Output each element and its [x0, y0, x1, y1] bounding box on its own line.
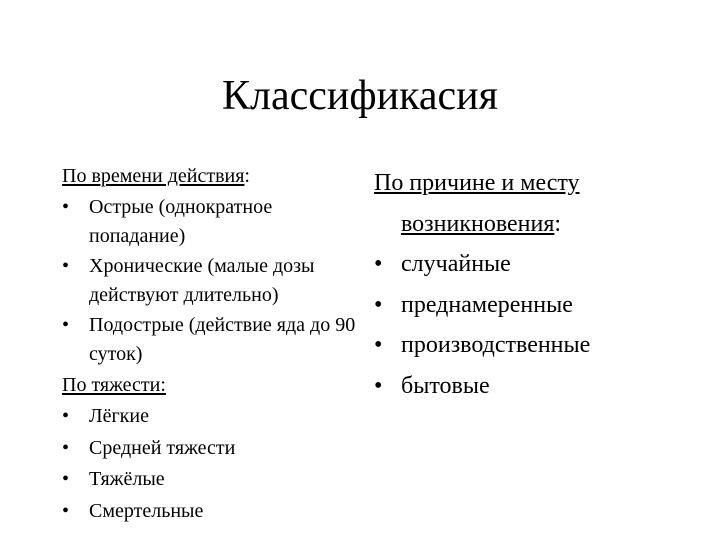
list-item — [374, 285, 674, 326]
list-item-text: преднамеренные — [401, 291, 573, 318]
bullet-icon: • — [374, 332, 383, 358]
bullet-icon: • — [62, 436, 70, 459]
list-item-text: Смертельные — [89, 499, 204, 522]
bullet-icon: • — [62, 499, 70, 522]
list-item — [62, 464, 362, 496]
list-item-text: Острые (однократное попадание) — [89, 195, 273, 247]
list-item — [62, 193, 362, 252]
list-item — [62, 496, 362, 528]
bullet-icon: • — [374, 251, 383, 277]
list-item-text: Подострые (действие яда до 90 суток) — [89, 313, 356, 365]
heading-by-cause-line2 — [374, 204, 674, 245]
heading-colon: : — [244, 165, 250, 187]
action-time-list — [62, 193, 362, 370]
list-item — [62, 252, 362, 311]
left-column — [62, 161, 362, 527]
heading-by-cause-line1 — [374, 163, 674, 204]
bullet-icon: • — [62, 405, 70, 427]
cause-list — [374, 244, 674, 406]
list-item-text: Тяжёлые — [89, 468, 165, 490]
bullet-icon: • — [374, 291, 383, 318]
list-item-text: Средней тяжести — [89, 436, 236, 459]
slide-title: Классификасия — [222, 73, 498, 119]
heading-colon: : — [554, 210, 562, 237]
list-item-text: производственные — [401, 332, 591, 358]
bullet-icon: • — [374, 372, 383, 399]
bullet-icon: • — [62, 468, 70, 490]
heading-by-action-time — [62, 161, 362, 193]
list-item-text: Хронические (малые дозы действуют длительно) — [89, 254, 315, 306]
severity-list — [62, 401, 362, 527]
list-item — [62, 311, 362, 370]
bullet-icon: • — [62, 195, 70, 218]
bullet-icon: • — [62, 254, 70, 277]
heading-by-severity — [62, 370, 362, 402]
list-item — [62, 433, 362, 465]
heading-by-cause-text-2: возникновения — [401, 210, 555, 237]
list-item-text: Лёгкие — [89, 405, 149, 427]
list-item — [62, 401, 362, 433]
heading-by-action-time-text: По времени действия — [62, 165, 245, 187]
list-item — [374, 366, 674, 407]
list-item — [374, 325, 674, 366]
heading-by-cause-text: По причине и месту — [374, 170, 580, 196]
heading-by-severity-text: По тяжести: — [62, 373, 166, 396]
bullet-icon: • — [62, 313, 70, 336]
list-item-text: случайные — [401, 251, 511, 277]
list-item — [374, 244, 674, 285]
right-column — [374, 163, 674, 406]
list-item-text: бытовые — [401, 372, 490, 399]
